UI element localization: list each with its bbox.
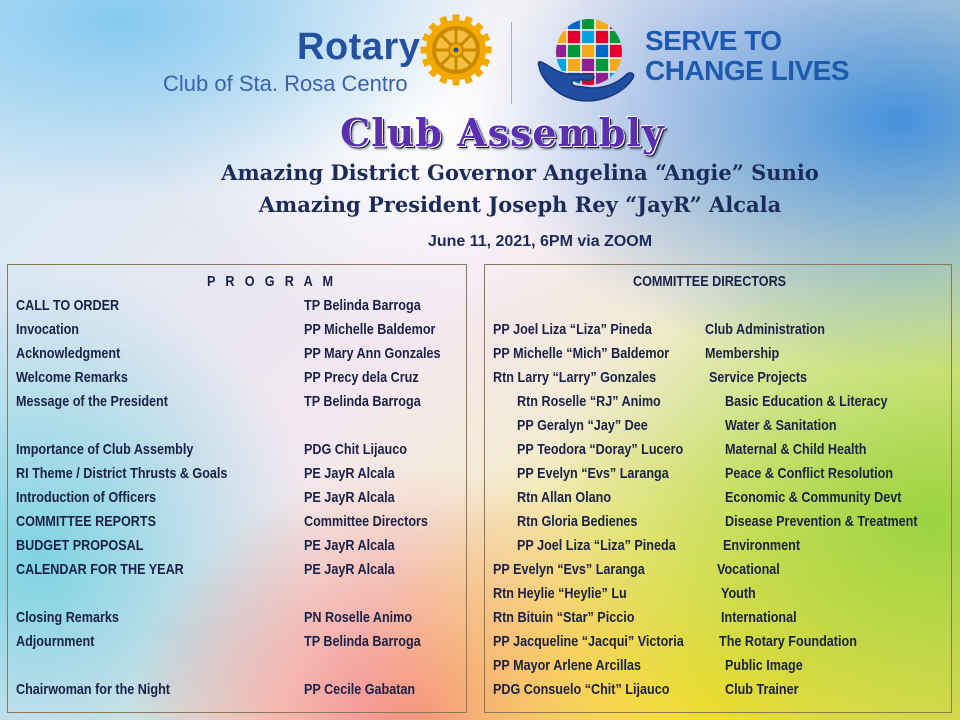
program-person: Committee Directors — [304, 513, 428, 530]
program-person: PP Precy dela Cruz — [304, 369, 419, 386]
committee-director: Rtn Bituin “Star” Piccio — [493, 609, 635, 626]
committee-role: Water & Sanitation — [725, 417, 837, 434]
committee-role: The Rotary Foundation — [719, 633, 857, 650]
committee-role: Club Administration — [705, 321, 825, 338]
committee-director: Rtn Roselle “RJ” Animo — [517, 393, 661, 410]
committee-role: Club Trainer — [725, 681, 799, 698]
program-person: TP Belinda Barroga — [304, 297, 421, 314]
program-person: PP Mary Ann Gonzales — [304, 345, 441, 362]
program-person: TP Belinda Barroga — [304, 633, 421, 650]
president-line: Amazing President Joseph Rey “JayR” Alcala — [258, 192, 782, 217]
committee-director: Rtn Allan Olano — [517, 489, 612, 506]
program-person: PE JayR Alcala — [304, 465, 395, 482]
committee-role: Basic Education & Literacy — [725, 393, 888, 410]
committee-director: PP Jacqueline “Jacqui” Victoria — [493, 633, 684, 650]
program-item: Chairwoman for the Night — [16, 681, 171, 698]
program-person: TP Belinda Barroga — [304, 393, 421, 410]
serve-slogan — [645, 26, 849, 86]
committee-director: PP Teodora “Doray” Lucero — [517, 441, 684, 458]
rotary-wordmark: Rotary — [297, 26, 421, 68]
program-person: PE JayR Alcala — [304, 489, 395, 506]
header-divider — [511, 22, 512, 104]
program-item: Message of the President — [16, 393, 168, 410]
program-item: Introduction of Officers — [16, 489, 157, 506]
committee-role: Membership — [705, 345, 780, 362]
program-person: PE JayR Alcala — [304, 537, 395, 554]
event-title: Club Assembly — [340, 110, 665, 155]
program-person: PE JayR Alcala — [304, 561, 395, 578]
serve-line-1: SERVE TO — [645, 25, 782, 56]
committee-director: Rtn Gloria Bedienes — [517, 513, 638, 530]
serve-line-2: CHANGE LIVES — [645, 55, 850, 86]
program-item: Invocation — [16, 321, 80, 338]
program-item: Closing Remarks — [16, 609, 119, 626]
committee-role: Environment — [723, 537, 801, 554]
program-item: CALENDAR FOR THE YEAR — [16, 561, 184, 578]
committee-director: PP Joel Liza “Liza” Pineda — [517, 537, 676, 554]
committee-director: PP Michelle “Mich” Baldemor — [493, 345, 670, 362]
committee-role: Youth — [721, 585, 756, 602]
committee-role: Maternal & Child Health — [725, 441, 867, 458]
program-item: Welcome Remarks — [16, 369, 128, 386]
hand-globe-icon — [533, 16, 637, 108]
program-person: PP Michelle Baldemor — [304, 321, 436, 338]
program-item: RI Theme / District Thrusts & Goals — [16, 465, 228, 482]
event-date: June 11, 2021, 6PM via ZOOM — [427, 233, 653, 250]
governor-line: Amazing District Governor Angelina “Angie” Sunio — [221, 160, 819, 185]
committee-role: Vocational — [717, 561, 780, 578]
committee-role: Service Projects — [709, 369, 808, 386]
program-item: BUDGET PROPOSAL — [16, 537, 144, 554]
committee-director: PP Evelyn “Evs” Laranga — [517, 465, 669, 482]
program-item: Adjournment — [16, 633, 95, 650]
committee-director: PP Joel Liza “Liza” Pineda — [493, 321, 652, 338]
club-name: Club of Sta. Rosa Centro — [163, 71, 408, 96]
program-item: Acknowledgment — [16, 345, 121, 362]
program-item: COMMITTEE REPORTS — [16, 513, 157, 530]
committee-role: Peace & Conflict Resolution — [725, 465, 894, 482]
committee-role: Economic & Community Devt — [725, 489, 902, 506]
committee-role: International — [721, 609, 797, 626]
committee-director: PP Mayor Arlene Arcillas — [493, 657, 642, 674]
committee-role: Disease Prevention & Treatment — [725, 513, 918, 530]
committee-director: PP Evelyn “Evs” Laranga — [493, 561, 645, 578]
program-person: PDG Chit Lijauco — [304, 441, 407, 458]
program-item: CALL TO ORDER — [16, 297, 120, 314]
committee-heading: COMMITTEE DIRECTORS — [633, 273, 787, 290]
program-person: PP Cecile Gabatan — [304, 681, 416, 698]
program-person: PN Roselle Animo — [304, 609, 413, 626]
rotary-wheel-icon — [420, 14, 492, 86]
committee-director: Rtn Larry “Larry” Gonzales — [493, 369, 657, 386]
program-heading: P R O G R A M — [207, 273, 337, 290]
committee-director: Rtn Heylie “Heylie” Lu — [493, 585, 627, 602]
committee-role: Public Image — [725, 657, 803, 674]
committee-director: PP Geralyn “Jay” Dee — [517, 417, 648, 434]
program-item: Importance of Club Assembly — [16, 441, 194, 458]
committee-director: PDG Consuelo “Chit” Lijauco — [493, 681, 670, 698]
